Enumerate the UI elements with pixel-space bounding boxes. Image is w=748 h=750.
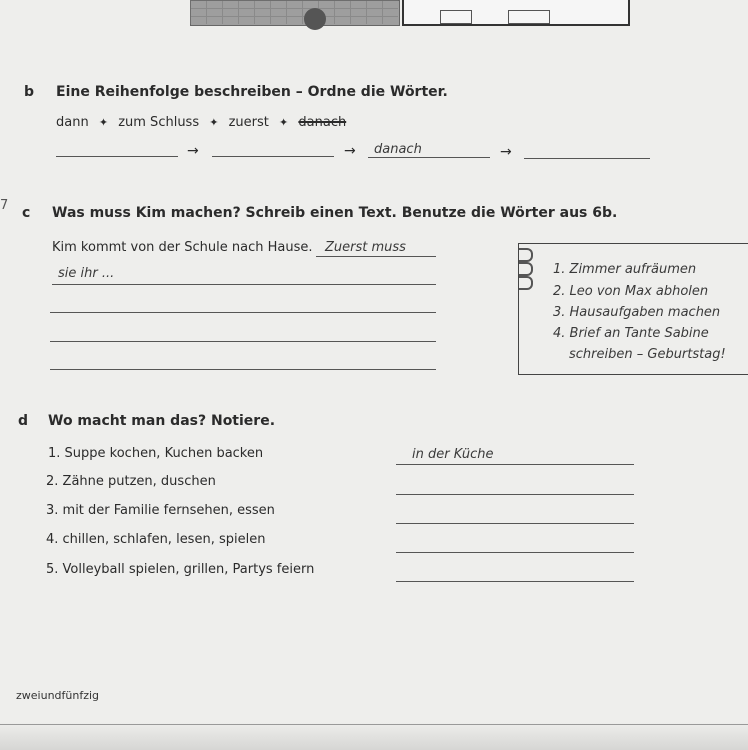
text-line-4[interactable] bbox=[50, 341, 436, 342]
section-b-letter: b bbox=[24, 84, 35, 100]
memo-item-2: 2. Leo von Max abholen bbox=[553, 284, 709, 299]
arrow-icon: → bbox=[344, 143, 356, 159]
margin-number: 7 bbox=[0, 198, 9, 213]
page-number: zweiundfünfzig bbox=[16, 689, 100, 702]
memo-item-4: 4. Brief an Tante Sabine bbox=[553, 326, 709, 341]
order-blank-1[interactable] bbox=[56, 156, 178, 157]
word-dann: dann bbox=[56, 115, 89, 130]
section-d-title: Wo macht man das? Notiere. bbox=[48, 413, 276, 429]
text-line-5[interactable] bbox=[50, 369, 436, 370]
arrow-icon: → bbox=[187, 143, 199, 159]
memo-item-3: 3. Hausaufgaben machen bbox=[553, 305, 721, 320]
door-icon bbox=[508, 10, 550, 24]
word-bank bbox=[56, 115, 346, 130]
place-answer-1: in der Küche bbox=[412, 447, 494, 462]
place-item-4: 4. chillen, schlafen, lesen, spielen bbox=[46, 532, 266, 547]
section-b-title: Eine Reihenfolge beschreiben – Ordne die Wörter. bbox=[56, 84, 448, 100]
memo-item-4-cont: schreiben – Geburtstag! bbox=[569, 347, 726, 362]
memo-item-1: 1. Zimmer aufräumen bbox=[553, 262, 697, 277]
place-blank-1[interactable] bbox=[396, 464, 634, 465]
word-zum-schluss: zum Schluss bbox=[118, 115, 200, 130]
place-blank-4[interactable] bbox=[396, 552, 634, 553]
order-blank-4[interactable] bbox=[524, 158, 650, 159]
spiral-icon bbox=[519, 276, 533, 290]
order-blank-2[interactable] bbox=[212, 156, 334, 157]
todo-memo bbox=[518, 243, 748, 375]
word-danach-crossed: danach bbox=[298, 115, 347, 130]
place-blank-2[interactable] bbox=[396, 494, 634, 495]
word-zuerst: zuerst bbox=[228, 115, 269, 130]
place-item-5: 5. Volleyball spielen, grillen, Partys feiern bbox=[46, 562, 315, 577]
star-icon: ✦ bbox=[279, 116, 289, 129]
section-c-letter: c bbox=[22, 205, 31, 221]
place-item-2: 2. Zähne putzen, duschen bbox=[46, 474, 216, 489]
star-icon: ✦ bbox=[209, 116, 219, 129]
round-table bbox=[304, 8, 326, 30]
star-icon: ✦ bbox=[98, 116, 109, 129]
section-c-intro: Kim kommt von der Schule nach Hause. bbox=[52, 240, 313, 255]
place-item-3: 3. mit der Familie fernsehen, essen bbox=[46, 503, 275, 518]
text-line-3[interactable] bbox=[50, 312, 436, 313]
spiral-icon bbox=[519, 262, 533, 276]
divider bbox=[0, 724, 748, 725]
page-bottom-edge bbox=[0, 722, 748, 750]
top-illustration bbox=[190, 0, 628, 28]
text-answer-1: Zuerst muss bbox=[325, 240, 406, 255]
text-line-2[interactable] bbox=[52, 284, 436, 285]
section-d-letter: d bbox=[18, 413, 29, 429]
order-blank-3[interactable] bbox=[368, 157, 490, 158]
place-item-1: 1. Suppe kochen, Kuchen backen bbox=[48, 446, 264, 461]
order-answer-3: danach bbox=[374, 142, 422, 157]
place-blank-3[interactable] bbox=[396, 523, 634, 524]
text-answer-2: sie ihr ... bbox=[58, 266, 115, 281]
bed-icon bbox=[440, 10, 472, 24]
place-blank-5[interactable] bbox=[396, 581, 634, 582]
text-line-1[interactable] bbox=[316, 256, 436, 257]
spiral-icon bbox=[519, 248, 533, 262]
section-c-title: Was muss Kim machen? Schreib einen Text. Benutze die Wörter aus 6b. bbox=[52, 205, 618, 221]
tile-grid bbox=[190, 0, 398, 24]
arrow-icon: → bbox=[500, 144, 512, 160]
